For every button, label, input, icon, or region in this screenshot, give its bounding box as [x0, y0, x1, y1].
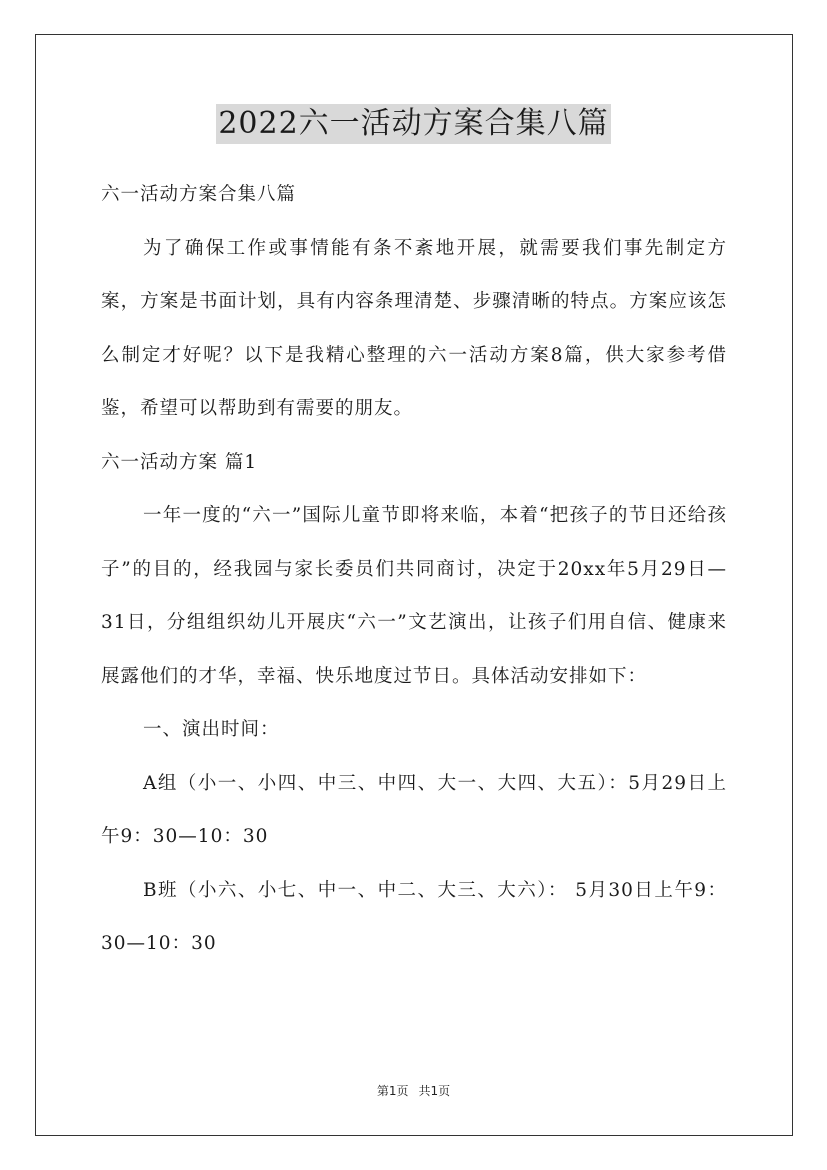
page-footer: [0, 1083, 827, 1099]
paragraph-section-1: 一年一度的“六一”国际儿童节即将来临，本着“把孩子的节日还给孩子”的目的，经我园与家长委员们共同商讨，决定于20xx年5月29日—31日，分组组织幼儿开展庆“六一”文艺演出，让孩子们用自信、健康来展露他们的才华，幸福、快乐地度过节日。具体活动安排如下：: [101, 505, 727, 687]
document-body: [101, 168, 727, 971]
paragraph-schedule-heading: 一、演出时间：: [143, 719, 280, 740]
paragraph-intro: 为了确保工作或事情能有条不紊地开展，就需要我们事先制定方案，方案是书面计划，具有内容条理清楚、步骤清晰的特点。方案应该怎么制定才好呢？以下是我精心整理的六一活动方案8篇，供大家参考借鉴，希望可以帮助到有需要的朋友。: [101, 237, 727, 419]
document-title: [0, 103, 827, 144]
paragraph-schedule-a: A组（小一、小四、中三、中四、大一、大四、大五）：5月29日上午9：30—10：30: [101, 772, 727, 847]
page-number: 第1页: [376, 1084, 409, 1098]
paragraph-schedule-b: B班（小六、小七、中一、中二、大三、大六）： 5月30日上午9：30—10：30: [101, 879, 727, 954]
page-total: 共1页: [418, 1084, 451, 1098]
section-heading-1: 六一活动方案 篇1: [101, 451, 258, 473]
paragraph-heading: 六一活动方案合集八篇: [101, 184, 297, 205]
document-title-text: 2022六一活动方案合集八篇: [216, 104, 610, 144]
